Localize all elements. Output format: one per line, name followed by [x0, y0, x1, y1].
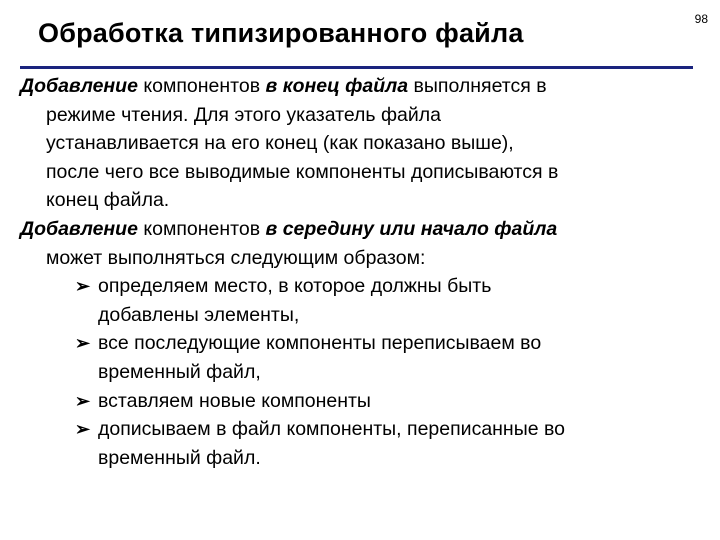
title-underline: [20, 66, 693, 69]
para2-text-1: компонентов: [137, 217, 266, 240]
para2-emphasis-1: Добавление: [20, 217, 138, 240]
para1-emphasis-1: Добавление: [20, 75, 138, 97]
list-item: [20, 272, 700, 329]
slide-content: [20, 72, 700, 472]
paragraph-append-middle: [20, 215, 700, 272]
arrowhead-icon: ➢: [75, 276, 91, 297]
para2-emphasis-2: в середину или начало файла: [265, 217, 558, 240]
para2-line1: [20, 218, 557, 240]
para1-line4: после чего все выводимые компоненты дописываются в: [46, 160, 559, 183]
arrowhead-icon: ➢: [75, 419, 91, 440]
slide-title: Обработка типизированного файла: [38, 18, 524, 48]
para1-text-2: выполняется в: [408, 75, 547, 97]
list-item: [20, 329, 700, 386]
para1-line3: устанавливается на его конец (как показано выше),: [46, 132, 514, 155]
para1-line2: режиме чтения. Для этого указатель файла: [46, 103, 441, 126]
arrowhead-icon: ➢: [75, 390, 91, 411]
list-item-line1: вставляем новые компоненты: [98, 389, 371, 412]
list-item-line1: дописываем в файл компоненты, переписанные во: [98, 418, 565, 441]
steps-list: [20, 272, 700, 472]
para1-line1: [20, 75, 547, 97]
para2-line2: может выполняться следующим образом:: [46, 246, 426, 269]
list-item-line2: временный файл,: [98, 360, 261, 383]
list-item: [20, 387, 700, 416]
list-item: [20, 415, 700, 472]
para1-line5: конец файла.: [46, 189, 170, 212]
list-item-line2: временный файл.: [98, 446, 261, 469]
page-number: 98: [694, 12, 708, 26]
list-item-line1: определяем место, в которое должны быть: [98, 275, 492, 298]
para1-text-1: компонентов: [137, 75, 266, 97]
list-item-line2: добавлены элементы,: [98, 303, 300, 326]
list-item-line1: все последующие компоненты переписываем во: [98, 332, 542, 355]
para1-emphasis-2: в конец файла: [265, 75, 409, 97]
paragraph-append-end: [20, 72, 700, 215]
arrowhead-icon: ➢: [75, 333, 91, 354]
